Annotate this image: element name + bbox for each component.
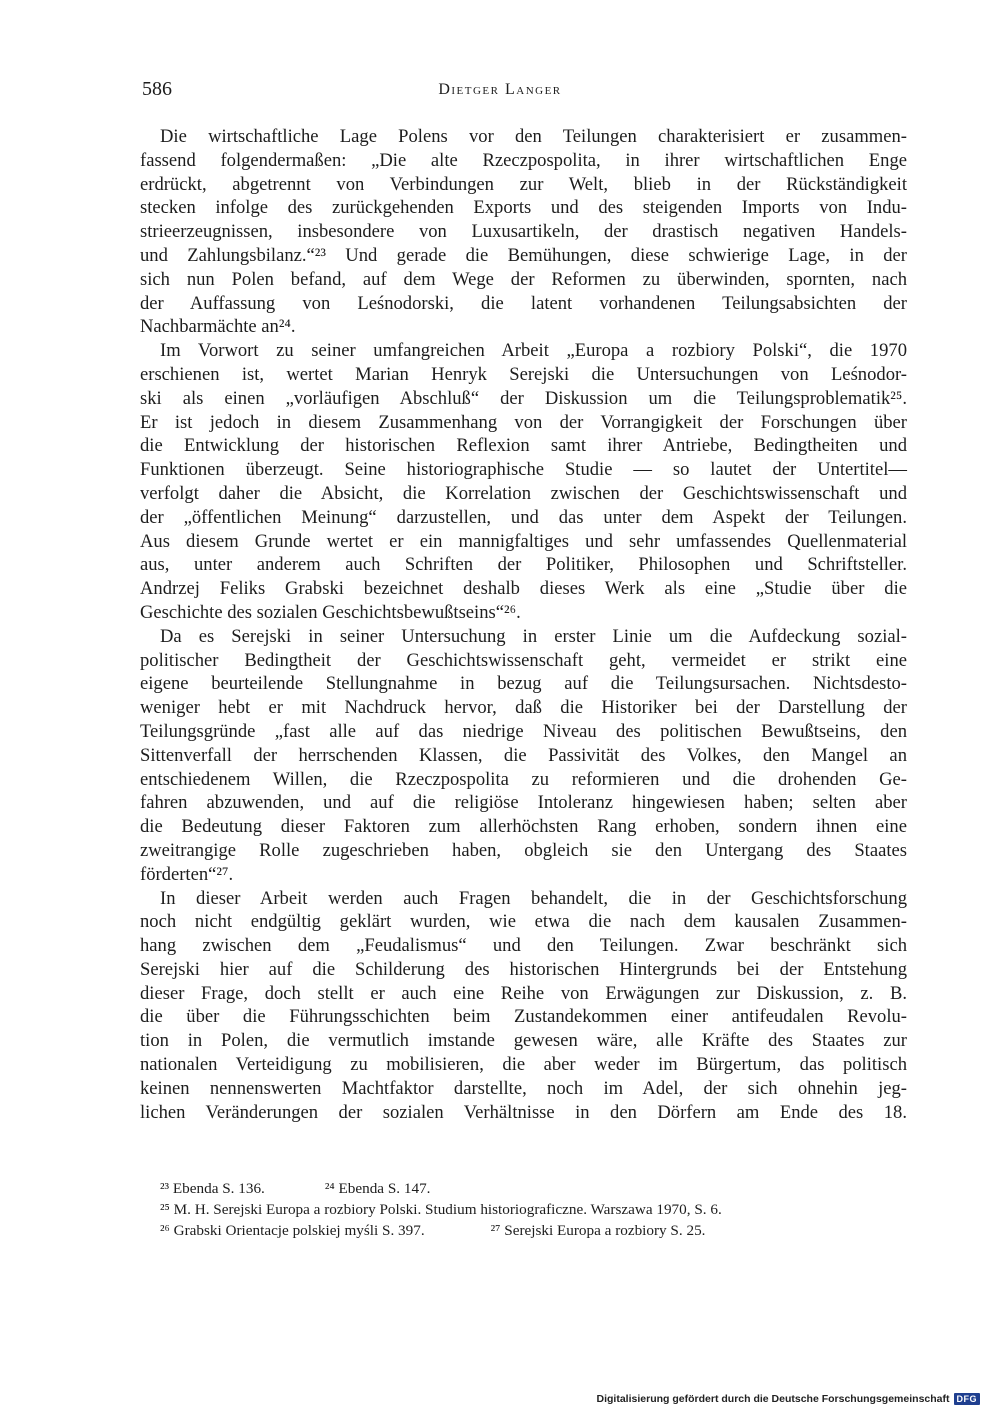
footnote-27: ²⁷ Serejski Europa a rozbiory S. 25. xyxy=(490,1222,706,1239)
running-head: Dietger Langer xyxy=(438,81,562,98)
text-line: der Auffassung von Leśnodorski, die latent vorhandenen Teilungsabsichten der xyxy=(140,292,907,314)
text-line: Nachbarmächte an²⁴. xyxy=(140,316,296,338)
text-line: Geschichte des sozialen Geschichtsbewußtseins“²⁶. xyxy=(140,601,521,623)
text-line: und Zahlungsbilanz.“²³ Und gerade die Bemühungen, diese schwierige Lage, in der xyxy=(140,244,907,266)
text-line: Er ist jedoch in diesem Zusammenhang von der Vorrangigkeit der Forschungen über xyxy=(140,411,907,433)
body-text xyxy=(140,125,907,1124)
text-line: die Entwicklung der historischen Reflexion samt ihrer Antriebe, Bedingtheiten und xyxy=(140,435,907,457)
text-line: fassend folgendermaßen: „Die alte Rzeczpospolita, in ihrer wirtschaftlichen Enge xyxy=(140,149,907,171)
footnote-line xyxy=(140,1220,907,1241)
text-line: Da es Serejski in seiner Untersuchung in erster Linie um die Aufdeckung sozial- xyxy=(160,625,907,647)
text-line: tion in Polen, die vermutlich imstande gewesen wäre, alle Kräfte des Staates zur xyxy=(140,1030,907,1052)
text-line: die Bedeutung dieser Faktoren zum allerhöchsten Rang erhoben, sondern ihnen eine xyxy=(140,816,907,838)
text-line: stecken infolge des zurückgehenden Exports und des steigenden Imports von Indu- xyxy=(140,197,907,219)
text-line: förderten“²⁷. xyxy=(140,863,234,885)
text-line: weniger hebt er mit Nachdruck hervor, daß die Historiker bei der Darstellung der xyxy=(140,697,907,719)
text-line: zweitrangige Rolle zugeschrieben haben, obgleich sie den Untergang des Staates xyxy=(140,839,907,861)
footnote-line xyxy=(140,1199,907,1220)
text-line: entschiedenem Willen, die Rzeczpospolita zu reformieren und die drohenden Ge- xyxy=(140,768,907,790)
text-line: lichen Veränderungen der sozialen Verhältnisse in den Dörfern am Ende des 18. xyxy=(140,1101,907,1123)
text-line: noch nicht endgültig geklärt wurden, wie etwa die nach dem kausalen Zusammen- xyxy=(140,911,907,933)
dfg-logo-icon: DFG xyxy=(954,1393,981,1405)
text-line: erdrückt, abgetrennt von Verbindungen zur Welt, blieb in der Rückständigkeit xyxy=(140,173,907,195)
text-line: hang zwischen dem „Feudalismus“ und den Teilungen. Zwar beschränkt sich xyxy=(140,935,907,957)
text-line: fahren abzuwenden, und auf die religiöse Intoleranz hingewiesen haben; selten aber xyxy=(140,792,907,814)
text-line: eigene beurteilende Stellungnahme in bezug auf die Teilungsursachen. Nichtsdesto- xyxy=(140,673,907,695)
text-line: aus, unter anderem auch Schriften der Politiker, Philosophen und Schriftsteller. xyxy=(140,554,907,576)
text-line: Andrzej Feliks Grabski bezeichnet deshalb dieses Werk als eine „Studie über die xyxy=(140,578,907,600)
text-line: Teilungsgründe „fast alle auf das niedrige Niveau des politischen Bewußtseins, den xyxy=(140,720,907,742)
text-line: nationalen Verteidigung zu mobilisieren, die aber weder im Bürgertum, das politisch xyxy=(140,1054,907,1076)
text-line: der „öffentlichen Meinung“ darzustellen, und das unter dem Aspekt der Teilungen. xyxy=(140,506,907,528)
text-line: Sittenverfall der herrschenden Klassen, die Passivität des Volkes, den Mangel an xyxy=(140,744,907,766)
text-line: Im Vorwort zu seiner umfangreichen Arbeit „Europa a rozbiory Polski“, die 1970 xyxy=(160,340,907,362)
text-line: Serejski hier auf die Schilderung des historischen Hintergrunds bei der Entstehung xyxy=(140,958,907,980)
text-line: politischer Bedingtheit der Geschichtswissenschaft geht, vermeidet er strikt eine xyxy=(140,649,907,671)
text-line: sich nun Polen befand, auf dem Wege der Reformen zu überwinden, spornten, nach xyxy=(140,268,907,290)
text-line: Aus diesem Grunde wertet er ein mannigfaltiges und sehr umfassendes Quellenmaterial xyxy=(140,530,907,552)
footnote-26: ²⁶ Grabski Orientacje polskiej myśli S. 397. xyxy=(160,1222,425,1239)
digitization-credit: Digitalisierung gefördert durch die Deutsche Forschungsgemeinschaft xyxy=(596,1393,950,1405)
text-line: verfolgt daher die Absicht, die Korrelation zwischen der Geschichtswissenschaft und xyxy=(140,482,907,504)
text-line: dieser Frage, doch stellt er auch eine Reihe von Erwägungen zur Diskussion, z. B. xyxy=(140,982,907,1004)
text-line: strieerzeugnissen, insbesondere von Luxusartikeln, der drastisch negativen Handels- xyxy=(140,221,907,243)
text-line: die über die Führungsschichten beim Zustandekommen einer antifeudalen Revolu- xyxy=(140,1006,907,1028)
footnote-25: ²⁵ M. H. Serejski Europa a rozbiory Polski. Studium historiograficzne. Warszawa 1970, S. 6. xyxy=(160,1201,722,1218)
text-line: Die wirtschaftliche Lage Polens vor den Teilungen charakterisiert er zusammen- xyxy=(160,126,907,147)
footnote-24: ²⁴ Ebenda S. 147. xyxy=(324,1180,431,1197)
footnotes xyxy=(140,1178,907,1241)
text-line: Funktionen überzeugt. Seine historiographische Studie — so lautet der Untertitel— xyxy=(140,459,907,481)
page-number: 586 xyxy=(142,78,172,100)
text-line: keinen nennenswerten Machtfaktor darstellte, noch im Adel, der sich ohnehin jeg- xyxy=(140,1077,907,1099)
footnote-line xyxy=(140,1178,907,1199)
footnote-23: ²³ Ebenda S. 136. xyxy=(160,1180,265,1197)
text-line: ski als einen „vorläufigen Abschluß“ der Diskussion um die Teilungsproblematik²⁵. xyxy=(140,387,907,409)
text-line: erschienen ist, wertet Marian Henryk Serejski die Untersuchungen von Leśnodor- xyxy=(140,363,907,385)
text-line: In dieser Arbeit werden auch Fragen behandelt, die in der Geschichtsforschung xyxy=(160,887,907,909)
footer-credit xyxy=(597,1393,980,1405)
